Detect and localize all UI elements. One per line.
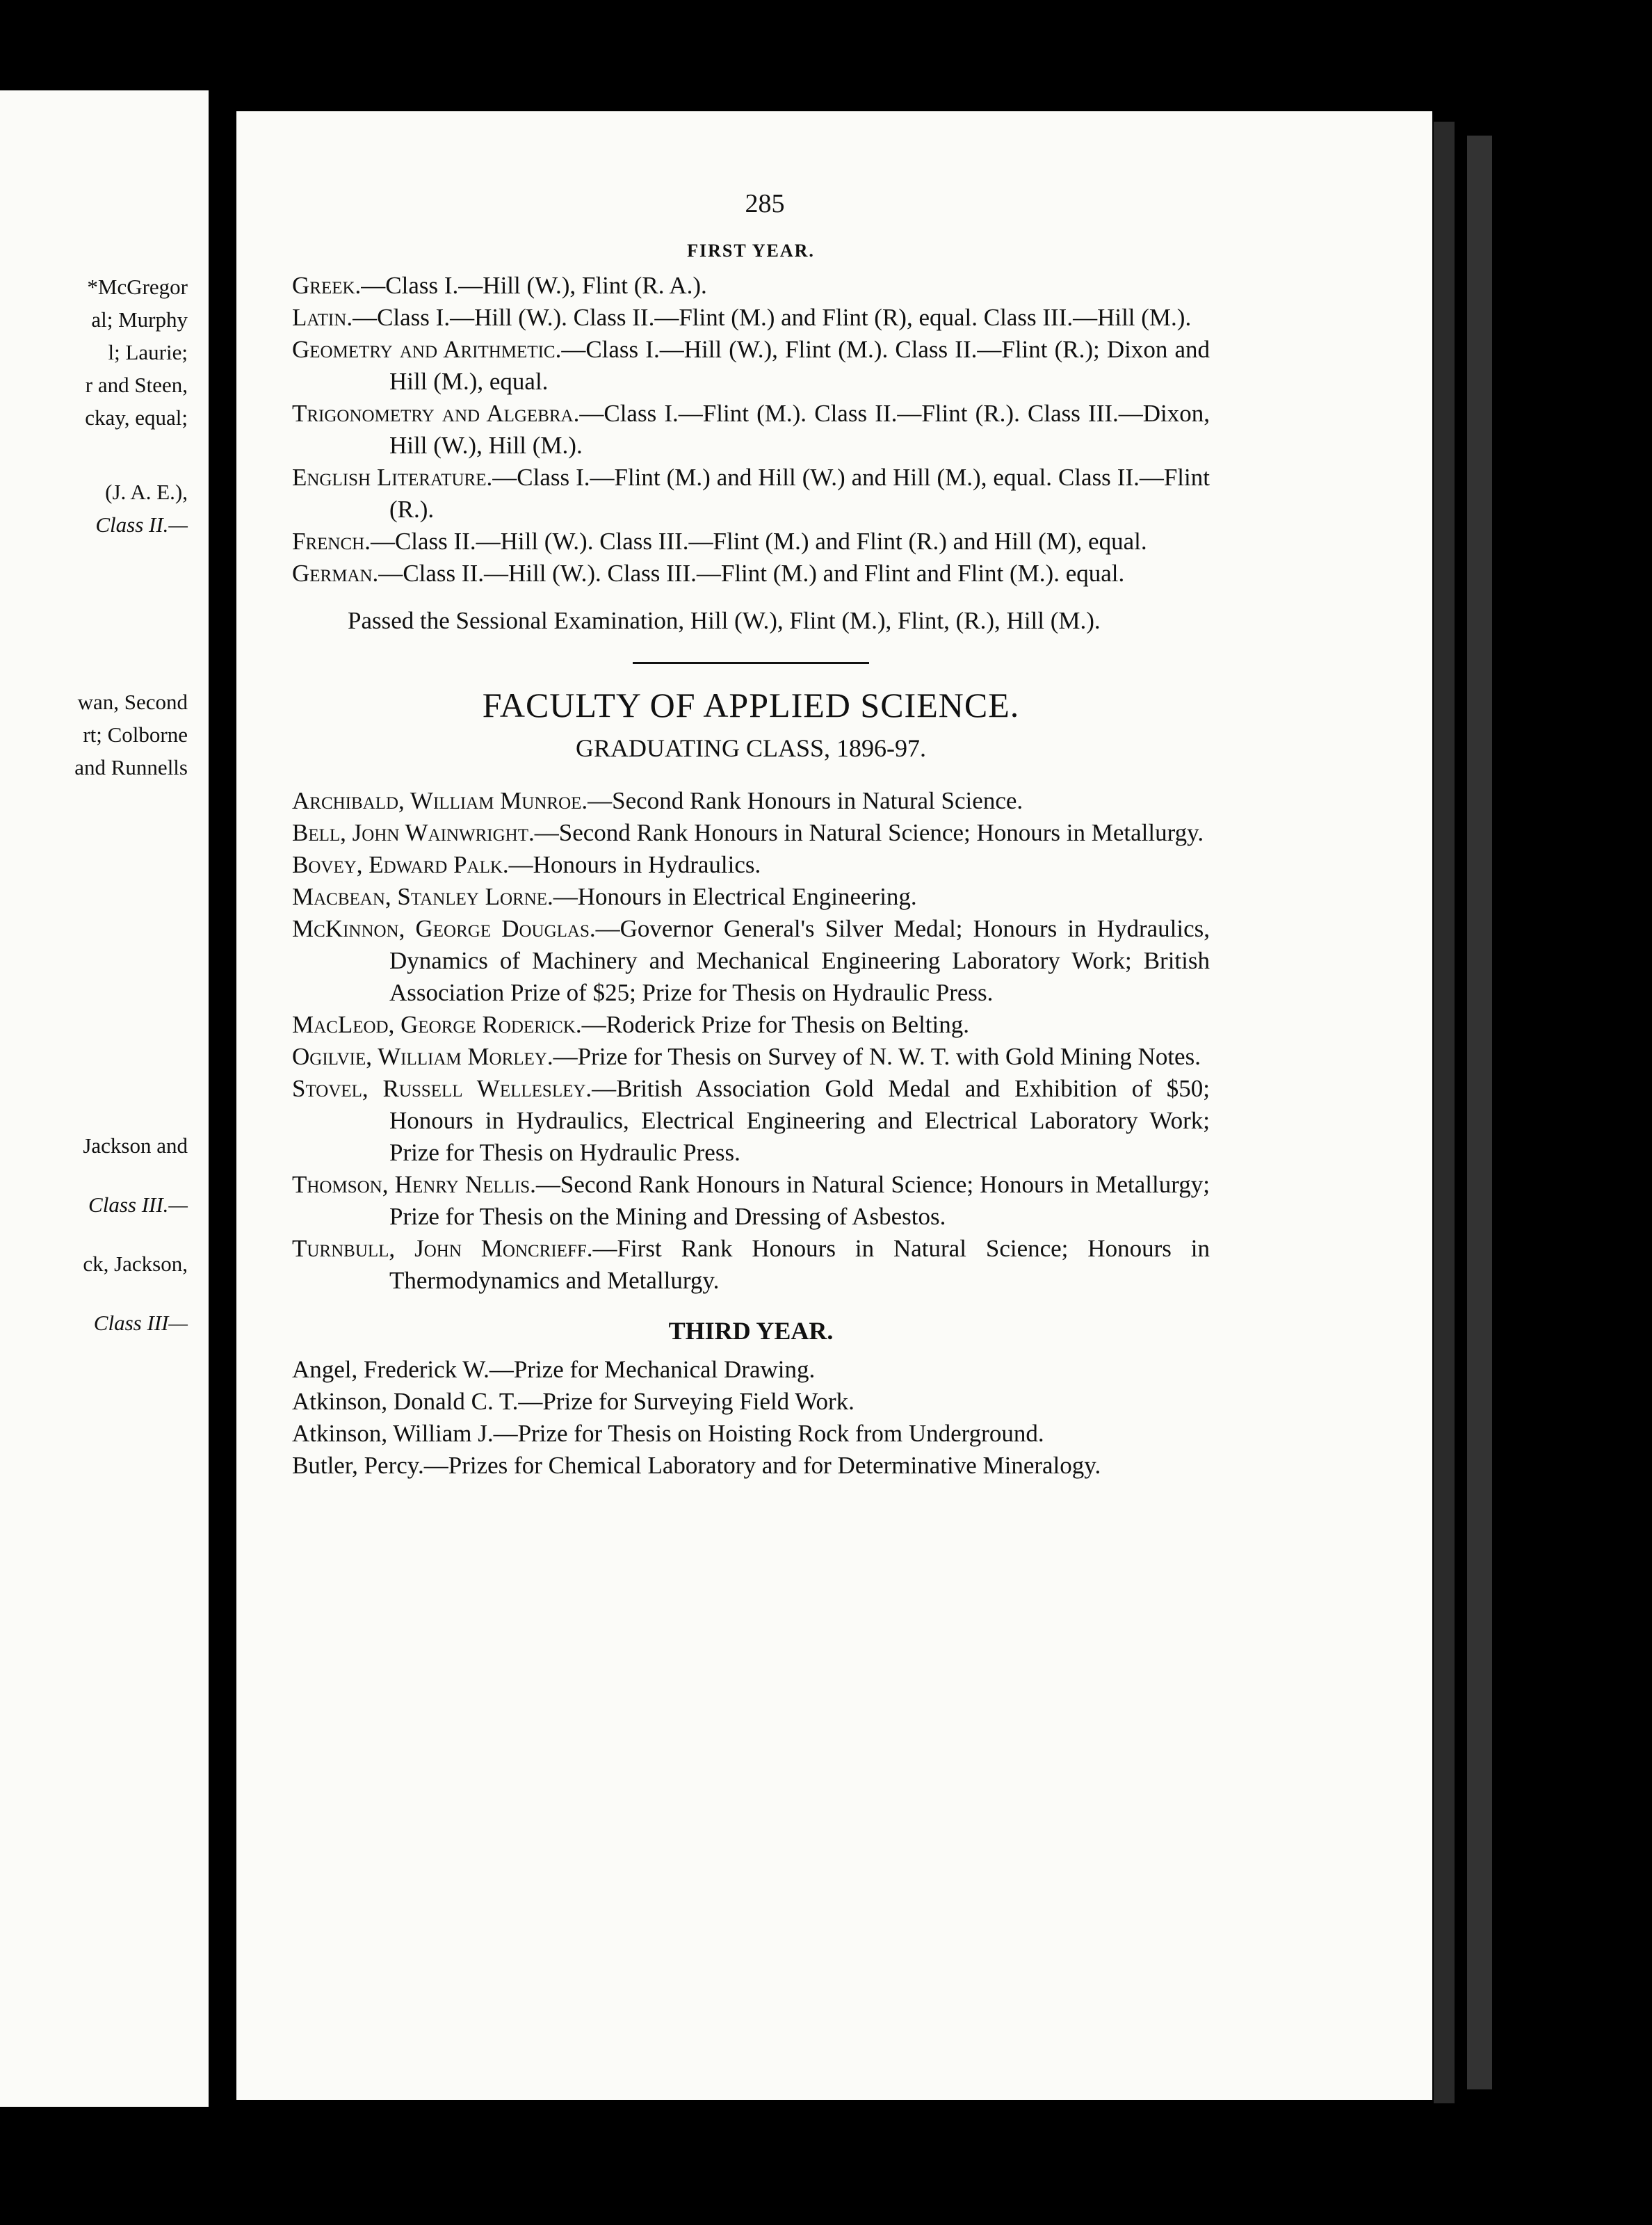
graduate-entry	[292, 1009, 1210, 1041]
left-text-fragment: *McGregor	[87, 275, 188, 299]
subject-entry	[292, 558, 1210, 590]
graduate-name: Bell, John Wainwright.—	[292, 819, 559, 846]
graduate-entry	[292, 849, 1210, 881]
left-text-fragment: wan, Second	[77, 690, 188, 714]
left-text-fragment: rt; Colborne	[83, 722, 188, 747]
subject-results: Class I.—Flint (M.). Class II.—Flint (R.). Class III.—Dixon, Hill (W.), Hill (M.).	[389, 400, 1210, 459]
prize-entry: Atkinson, William J.—Prize for Thesis on Hoisting Rock from Underground.	[292, 1420, 1044, 1447]
graduate-entry	[292, 881, 1210, 913]
graduate-honours: British Association Gold Medal and Exhibition of $50; Honours in Hydraulics, Electrical Engineering and Electrical Laboratory Work; Prize for Thesis on Hydraulic Press.	[389, 1075, 1210, 1166]
graduate-name: Bovey, Edward Palk.—	[292, 851, 533, 878]
graduate-honours: Governor General's Silver Medal; Honours in Hydraulics, Dynamics of Machinery and Mechanical Engineering Laboratory Work; British Association Prize of $25; Prize for Thesis on Hydraulic Press.	[389, 915, 1210, 1006]
subject-results: Class I.—Flint (M.) and Hill (W.) and Hill (M.), equal. Class II.—Flint (R.).	[389, 464, 1210, 523]
graduate-name: Ogilvie, William Morley.—	[292, 1043, 578, 1070]
subject-results: Class I.—Hill (W.), Flint (R. A.).	[385, 272, 707, 299]
faculty-title: FACULTY OF APPLIED SCIENCE.	[482, 686, 1020, 725]
left-text-fragment: ck, Jackson,	[83, 1252, 188, 1276]
graduate-honours: Prize for Thesis on Survey of N. W. T. with Gold Mining Notes.	[577, 1043, 1201, 1070]
subject-name: Trigonometry and Algebra.—	[292, 400, 604, 427]
graduate-honours: First Rank Honours in Natural Science; Honours in Thermodynamics and Metallurgy.	[389, 1235, 1210, 1294]
graduating-class-heading: GRADUATING CLASS, 1896-97.	[575, 734, 927, 762]
graduate-honours: Honours in Hydraulics.	[533, 851, 761, 878]
graduate-entry	[292, 817, 1210, 849]
subject-results: Class I.—Hill (W.), Flint (M.). Class II.—Flint (R.); Dixon and Hill (M.), equal.	[389, 336, 1210, 395]
prize-entry: Butler, Percy.—Prizes for Chemical Laboratory and for Determinative Mineralogy.	[292, 1452, 1101, 1479]
subject-entry	[292, 302, 1210, 334]
graduate-entry	[292, 785, 1210, 817]
third-year-heading: THIRD YEAR.	[668, 1317, 834, 1345]
prize-entry: Atkinson, Donald C. T.—Prize for Surveying Field Work.	[292, 1388, 855, 1415]
graduate-name: McKinnon, George Douglas.—	[292, 915, 620, 942]
graduate-honours: Roderick Prize for Thesis on Belting.	[606, 1011, 969, 1038]
section-divider	[633, 662, 869, 664]
graduate-honours: Second Rank Honours in Natural Science.	[612, 787, 1023, 814]
graduate-honours: Second Rank Honours in Natural Science; Honours in Metallurgy.	[558, 819, 1204, 846]
graduate-honours: Honours in Electrical Engineering.	[577, 883, 917, 910]
subject-results: Class I.—Hill (W.). Class II.—Flint (M.) and Flint (R), equal. Class III.—Hill (M.).	[377, 304, 1192, 331]
graduate-name: Turnbull, John Moncrieff.—	[292, 1235, 617, 1262]
graduate-entry	[292, 913, 1210, 1009]
subject-results: Class II.—Hill (W.). Class III.—Flint (M.) and Flint and Flint (M.). equal.	[403, 560, 1125, 587]
graduate-honours: Second Rank Honours in Natural Science; Honours in Metallurgy; Prize for Thesis on the Mining and Dressing of Asbestos.	[389, 1171, 1210, 1230]
subject-name: Greek.—	[292, 272, 386, 299]
subject-entry	[292, 462, 1210, 526]
subject-name: English Literature.—	[292, 464, 517, 491]
graduate-name: Thomson, Henry Nellis.—	[292, 1171, 560, 1198]
page-content	[292, 188, 1210, 1482]
graduate-entry	[292, 1169, 1210, 1233]
subject-name: French.—	[292, 528, 395, 555]
left-text-fragment: (J. A. E.),	[105, 480, 188, 504]
left-text-fragment: and Runnells	[74, 755, 188, 779]
left-text-fragment: Class II.—	[95, 512, 188, 537]
page-edge	[1467, 136, 1492, 2089]
subject-results: Class II.—Hill (W.). Class III.—Flint (M.) and Flint (R.) and Hill (M), equal.	[394, 528, 1147, 555]
graduate-name: Macbean, Stanley Lorne.—	[292, 883, 578, 910]
subject-entry	[292, 398, 1210, 462]
left-text-fragment: r and Steen,	[85, 373, 188, 397]
prize-entry: Angel, Frederick W.—Prize for Mechanical Drawing.	[292, 1356, 816, 1383]
page-edge	[1434, 122, 1455, 2103]
left-page-fragment	[0, 90, 209, 2107]
passed-examination: Passed the Sessional Examination, Hill (W.), Flint (M.), Flint, (R.), Hill (M.).	[348, 607, 1101, 634]
graduate-entry	[292, 1073, 1210, 1169]
graduate-entry	[292, 1041, 1210, 1073]
graduate-name: Archibald, William Munroe.—	[292, 787, 613, 814]
graduate-entry	[292, 1233, 1210, 1297]
graduate-name: Stovel, Russell Wellesley.—	[292, 1075, 617, 1102]
left-text-fragment: ckay, equal;	[85, 405, 188, 430]
subject-name: Geometry and Arithmetic.—	[292, 336, 586, 363]
left-text-fragment: Class III.—	[88, 1192, 188, 1217]
left-text-fragment: l; Laurie;	[108, 340, 188, 364]
subject-name: German.—	[292, 560, 403, 587]
left-text-fragment: Jackson and	[83, 1133, 188, 1158]
first-year-heading: FIRST YEAR.	[687, 241, 815, 261]
subject-entry	[292, 526, 1210, 558]
graduate-name: MacLeod, George Roderick.—	[292, 1011, 606, 1038]
left-text-fragment: Class III—	[93, 1311, 188, 1335]
subject-name: Latin.—	[292, 304, 378, 331]
left-text-fragment: al; Murphy	[91, 307, 188, 332]
page-number: 285	[745, 189, 785, 218]
subject-entry	[292, 334, 1210, 398]
subject-entry	[292, 270, 1210, 302]
